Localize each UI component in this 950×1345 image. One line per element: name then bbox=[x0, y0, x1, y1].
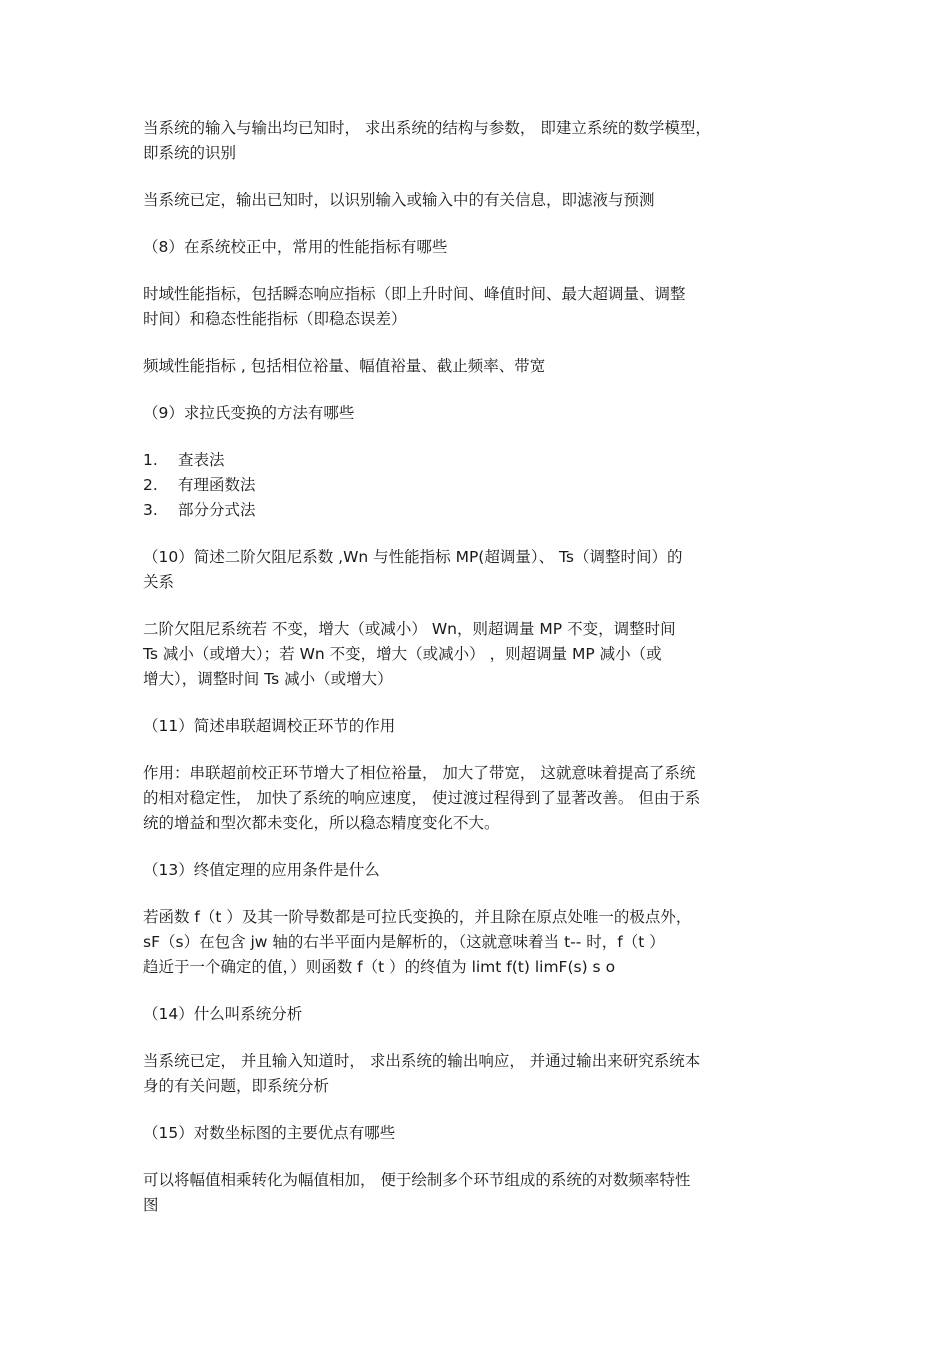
answer-14 bbox=[143, 1049, 811, 1099]
list-item bbox=[143, 498, 811, 523]
text-line: 趋近于一个确定的值，）则函数 f（t ）的终值为 limt f(t) limF(s) s o bbox=[143, 958, 616, 976]
answer-8-frequency-domain bbox=[143, 354, 811, 379]
text-line: 时间）和稳态性能指标（即稳态误差） bbox=[143, 310, 407, 328]
text-line: 增大），调整时间 Ts 减小（或增大） bbox=[143, 670, 393, 688]
text-line: （14）什么叫系统分析 bbox=[143, 1005, 303, 1023]
answer-11 bbox=[143, 761, 811, 836]
question-8 bbox=[143, 235, 811, 260]
list-item bbox=[143, 473, 811, 498]
list-number: 2. bbox=[143, 476, 158, 494]
text-line: 的相对稳定性， 加快了系统的响应速度， 使过渡过程得到了显著改善。 但由于系 bbox=[143, 789, 701, 807]
list-laplace-methods bbox=[143, 448, 811, 523]
text-line: （9）求拉氏变换的方法有哪些 bbox=[143, 404, 355, 422]
answer-10 bbox=[143, 617, 811, 692]
text-line: 作用：串联超前校正环节增大了相位裕量， 加大了带宽， 这就意味着提高了系统 bbox=[143, 764, 696, 782]
text-line: sF（s）在包含 jw 轴的右半平面内是解析的，（这就意味着当 t-- 时，f（t ） bbox=[143, 933, 665, 951]
question-14 bbox=[143, 1002, 811, 1027]
answer-15 bbox=[143, 1168, 811, 1218]
question-13 bbox=[143, 858, 811, 883]
list-text: 查表法 bbox=[178, 451, 225, 469]
list-text: 部分分式法 bbox=[178, 501, 256, 519]
list-item bbox=[143, 448, 811, 473]
text-line: 二阶欠阻尼系统若 不变，增大（或减小） Wn，则超调量 MP 不变，调整时间 bbox=[143, 620, 676, 638]
text-line: 可以将幅值相乘转化为幅值相加， 便于绘制多个环节组成的系统的对数频率特性 bbox=[143, 1171, 691, 1189]
text-line: 统的增益和型次都未变化，所以稳态精度变化不大。 bbox=[143, 814, 500, 832]
answer-13 bbox=[143, 905, 811, 980]
text-line: 时域性能指标，包括瞬态响应指标（即上升时间、峰值时间、最大超调量、调整 bbox=[143, 285, 686, 303]
text-line: （8）在系统校正中，常用的性能指标有哪些 bbox=[143, 238, 448, 256]
document-body bbox=[143, 116, 811, 1218]
paragraph-filtering-prediction bbox=[143, 188, 811, 213]
text-line: （10）简述二阶欠阻尼系数 ,Wn 与性能指标 MP(超调量）、 Ts（调整时间）的 bbox=[143, 548, 683, 566]
text-line: 关系 bbox=[143, 573, 175, 591]
text-line: 图 bbox=[143, 1196, 159, 1214]
question-15 bbox=[143, 1121, 811, 1146]
text-line: Ts 减小（或增大）；若 Wn 不变，增大（或减小） ，则超调量 MP 减小（或 bbox=[143, 645, 662, 663]
text-line: （15）对数坐标图的主要优点有哪些 bbox=[143, 1124, 396, 1142]
text-line: 频域性能指标 , 包括相位裕量、幅值裕量、截止频率、带宽 bbox=[143, 357, 546, 375]
text-line: （13）终值定理的应用条件是什么 bbox=[143, 861, 380, 879]
answer-8-time-domain bbox=[143, 282, 811, 332]
paragraph-system-identification bbox=[143, 116, 811, 166]
text-line: （11）简述串联超调校正环节的作用 bbox=[143, 717, 396, 735]
text-line: 当系统已定， 并且输入知道时， 求出系统的输出响应， 并通过输出来研究系统本 bbox=[143, 1052, 701, 1070]
question-11 bbox=[143, 714, 811, 739]
list-text: 有理函数法 bbox=[178, 476, 256, 494]
question-10 bbox=[143, 545, 811, 595]
text-line: 即系统的识别 bbox=[143, 144, 237, 162]
question-9 bbox=[143, 401, 811, 426]
list-number: 1. bbox=[143, 451, 158, 469]
text-line: 当系统的输入与输出均已知时， 求出系统的结构与参数， 即建立系统的数学模型， bbox=[143, 119, 711, 137]
list-number: 3. bbox=[143, 501, 158, 519]
text-line: 当系统已定，输出已知时，以识别输入或输入中的有关信息，即滤液与预测 bbox=[143, 191, 655, 209]
text-line: 身的有关问题，即系统分析 bbox=[143, 1077, 330, 1095]
text-line: 若函数 f（t ）及其一阶导数都是可拉氏变换的，并且除在原点处唯一的极点外， bbox=[143, 908, 692, 926]
